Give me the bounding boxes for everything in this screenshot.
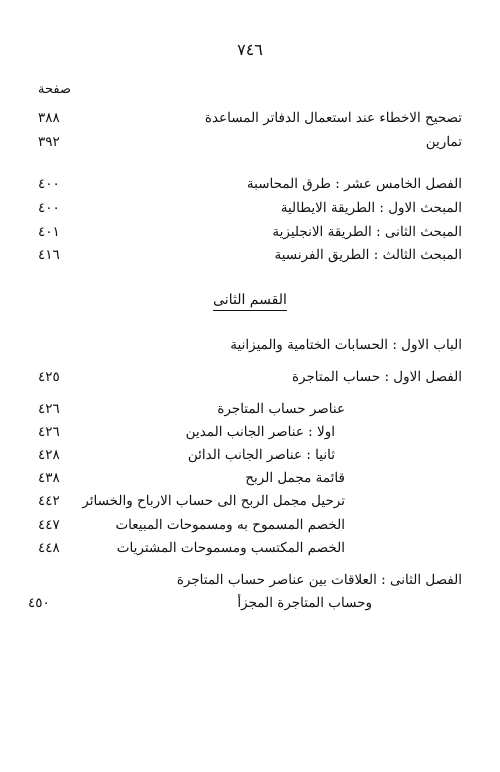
toc-entry-title: الخصم المكتسب ومسموحات المشتريات — [116, 540, 345, 556]
toc-entry-title: الفصل الثانى : العلاقات بين عناصر حساب المتاجرة — [176, 572, 462, 588]
toc-entry-title: وحساب المتاجرة المجزأ — [237, 595, 372, 611]
toc-entry-page: ٣٩٢ — [38, 134, 60, 150]
toc-entry-title: تمارين — [425, 134, 462, 150]
toc-entry-title: الفصل الاول : حساب المتاجرة — [291, 369, 462, 385]
toc-entry — [0, 514, 500, 536]
toc-entry-page: ٤٢٦ — [38, 401, 60, 417]
toc-entry — [0, 537, 500, 559]
toc-entry-page: ٤١٦ — [38, 247, 60, 263]
toc-entry-title: الفصل الخامس عشر : طرق المحاسبة — [246, 176, 462, 192]
toc-entry — [0, 398, 500, 420]
toc-entry — [0, 107, 500, 129]
toc-entry-title: الخصم المسموح به ومسموحات المبيعات — [115, 517, 345, 533]
toc-entry-title: المبحث الثانى : الطريقة الانجليزية — [272, 224, 462, 240]
toc-entry-title: تصحيح الاخطاء عند استعمال الدفاتر المساعدة — [204, 110, 462, 126]
toc-entry-page: ٣٨٨ — [38, 110, 60, 126]
toc-entry-page: ٤٠٠ — [38, 200, 60, 216]
page-number: ٧٤٦ — [237, 40, 263, 59]
toc-entry — [0, 131, 500, 153]
toc-entry-title: عناصر حساب المتاجرة — [217, 401, 345, 417]
toc-entry — [0, 173, 500, 195]
toc-entry — [0, 467, 500, 489]
toc-entry — [0, 221, 500, 243]
chapter-heading — [0, 334, 500, 356]
toc-entry-line-1 — [0, 569, 500, 591]
toc-entry-title: قائمة مجمل الربح — [245, 470, 345, 486]
toc-entry-title: المبحث الاول : الطريقة الايطالية — [280, 200, 462, 216]
toc-entry — [0, 366, 500, 388]
toc-entry-page: ٤٤٧ — [38, 517, 60, 533]
toc-entry — [0, 197, 500, 219]
toc-entry — [0, 490, 500, 512]
toc-entry-title: المبحث الثالث : الطريق الفرنسية — [274, 247, 462, 263]
toc-entry-page: ٤٣٨ — [38, 470, 60, 486]
chapter-title: الباب الاول : الحسابات الختامية والميزانية — [230, 337, 462, 353]
toc-entry-page: ٤٠١ — [38, 224, 60, 240]
toc-entry-page: ٤٥٠ — [28, 595, 50, 611]
page-column-label: صفحة — [38, 82, 71, 97]
section-title: القسم الثانى — [213, 292, 287, 311]
toc-entry-page: ٤٤٨ — [38, 540, 60, 556]
toc-entry-title: اولا : عناصر الجانب المدين — [185, 424, 335, 440]
toc-entry-page: ٤٤٢ — [38, 493, 60, 509]
toc-entry-page: ٤٠٠ — [38, 176, 60, 192]
toc-entry-line-2 — [0, 592, 500, 614]
toc-entry-page: ٤٢٨ — [38, 447, 60, 463]
toc-entry-page: ٤٢٦ — [38, 424, 60, 440]
toc-entry-title: ترحيل مجمل الربح الى حساب الارباح والخسائر — [82, 493, 345, 509]
toc-entry — [0, 244, 500, 266]
toc-entry-title: ثانيا : عناصر الجانب الدائن — [187, 447, 335, 463]
toc-entry — [0, 421, 500, 443]
section-heading — [0, 292, 500, 308]
toc-entry-page: ٤٢٥ — [38, 369, 60, 385]
toc-entry — [0, 444, 500, 466]
